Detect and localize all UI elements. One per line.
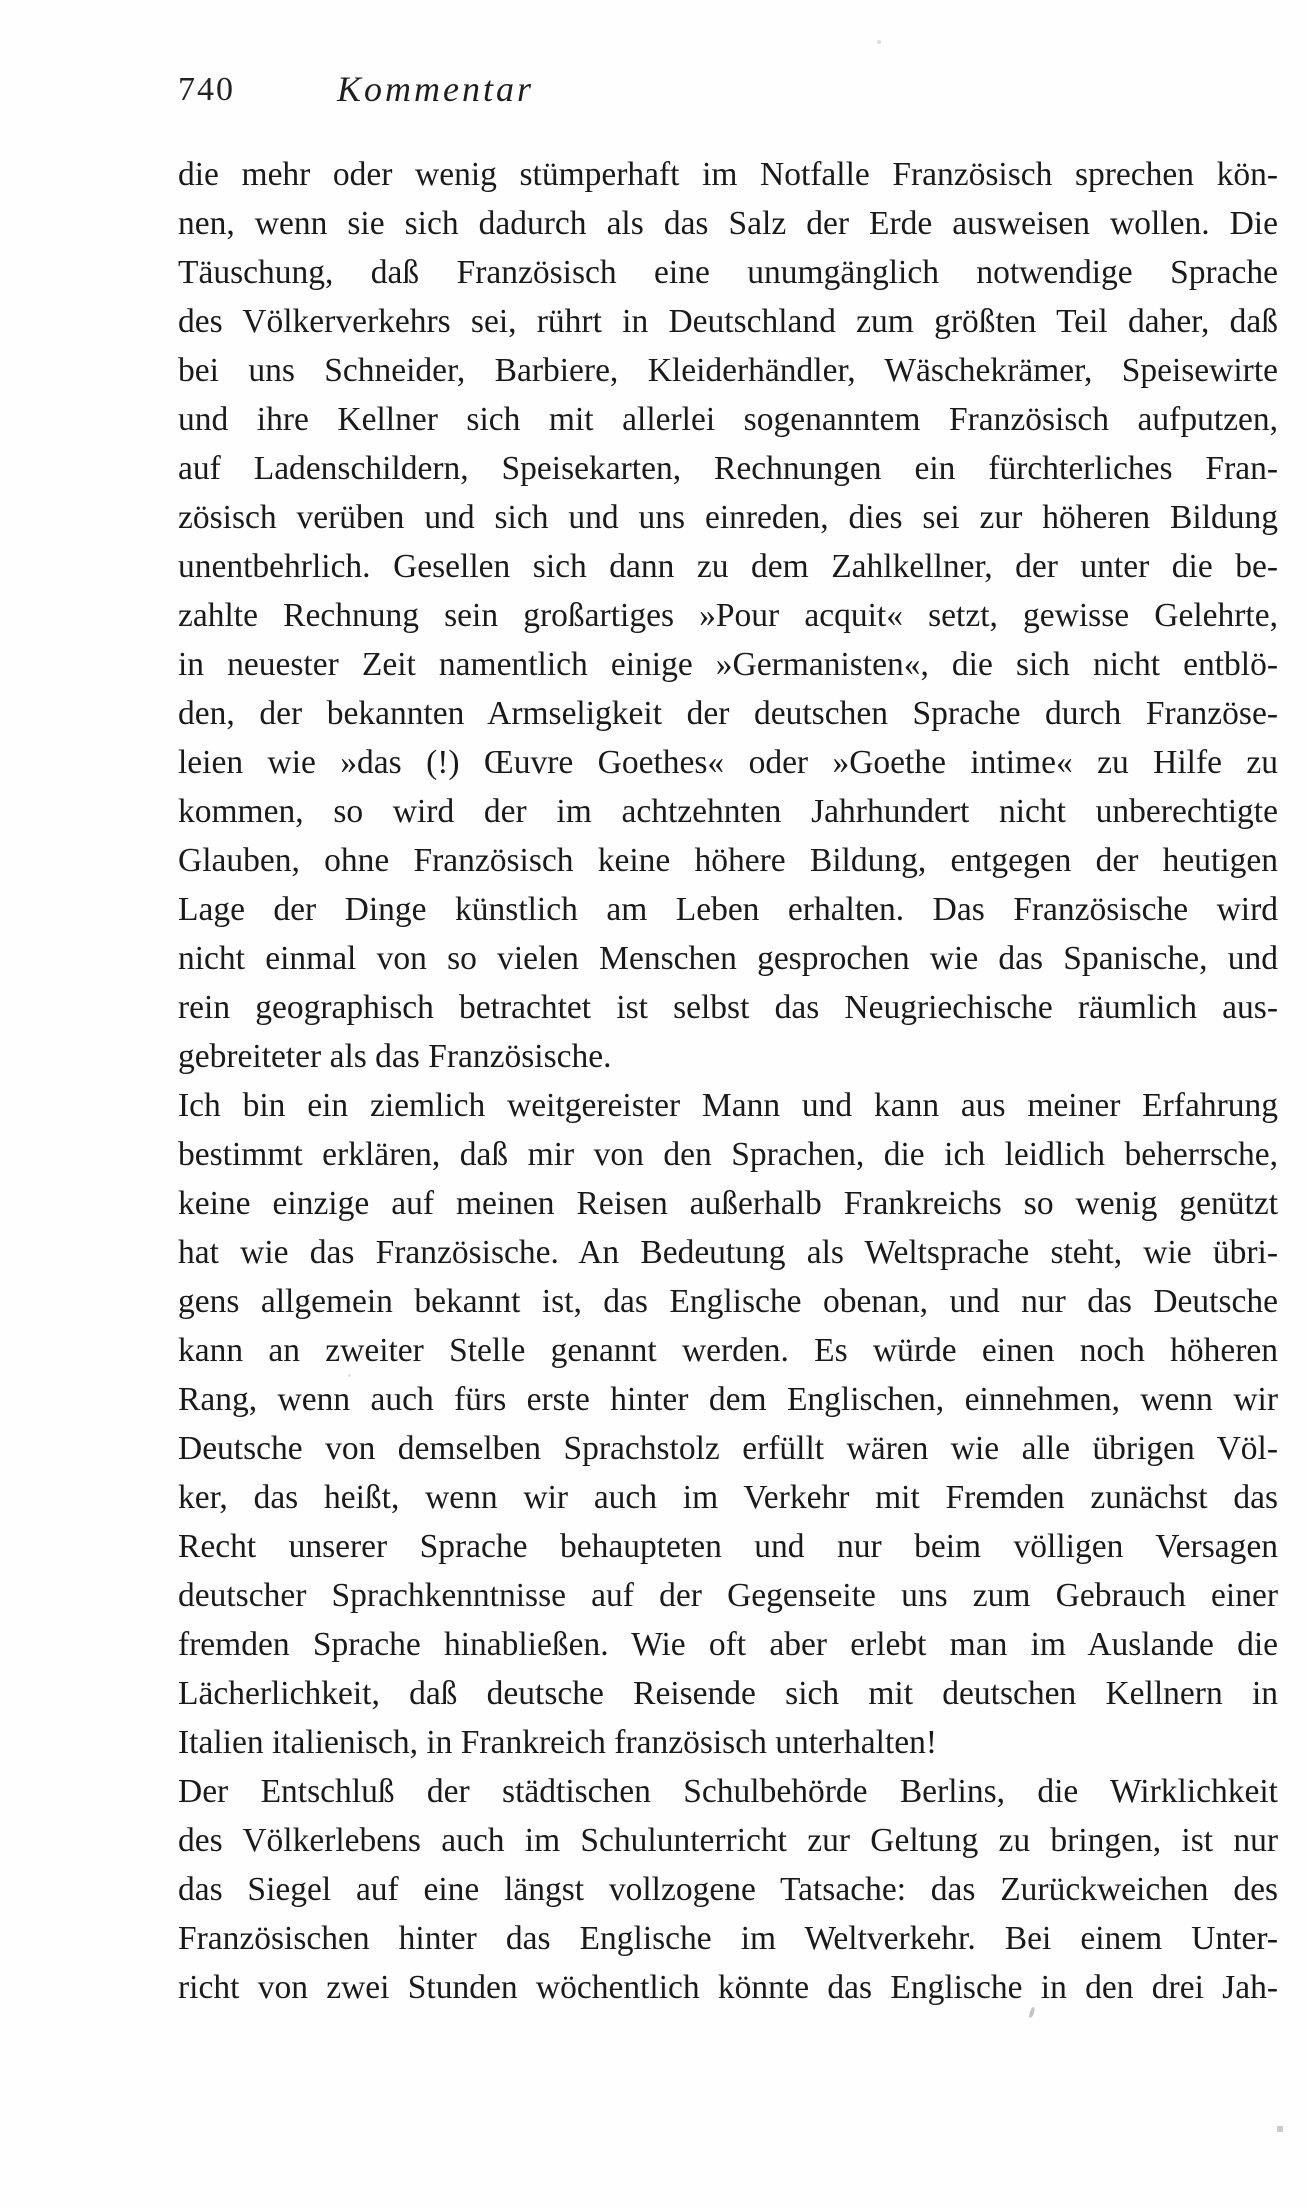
text-line: fremden Sprache hinabließen. Wie oft aber erlebt man im Auslande die bbox=[178, 1626, 1278, 1663]
text-line: auf Ladenschildern, Speisekarten, Rechnungen ein fürchterliches Fran- bbox=[178, 450, 1278, 487]
text-line: das Siegel auf eine längst vollzogene Tatsache: das Zurückweichen des bbox=[178, 1871, 1278, 1908]
scan-artifact-dot bbox=[877, 40, 881, 44]
text-line: Französischen hinter das Englische im Weltverkehr. Bei einem Unter- bbox=[178, 1920, 1278, 1957]
text-line: nen, wenn sie sich dadurch als das Salz der Erde ausweisen wollen. Die bbox=[178, 205, 1278, 242]
scan-artifact-speck bbox=[1277, 2126, 1283, 2132]
text-line: rein geographisch betrachtet ist selbst das Neugriechische räumlich aus- bbox=[178, 989, 1278, 1026]
text-line: Recht unserer Sprache behaupteten und nur beim völligen Versagen bbox=[178, 1528, 1278, 1565]
text-line: des Völkerlebens auch im Schulunterricht zur Geltung zu bringen, ist nur bbox=[178, 1822, 1278, 1859]
text-line: zahlte Rechnung sein großartiges »Pour acquit« setzt, gewisse Gelehrte, bbox=[178, 597, 1278, 634]
text-line: richt von zwei Stunden wöchentlich könnte das Englische in den drei Jah- bbox=[178, 1969, 1278, 2006]
text-line: Täuschung, daß Französisch eine unumgänglich notwendige Sprache bbox=[178, 254, 1278, 291]
page-text-block bbox=[178, 150, 1278, 2012]
text-line: gens allgemein bekannt ist, das Englische obenan, und nur das Deutsche bbox=[178, 1283, 1278, 1320]
text-line: leien wie »das (!) Œuvre Goethes« oder »Goethe intime« zu Hilfe zu bbox=[178, 744, 1278, 781]
text-line-paragraph-end: gebreiteter als das Französische. bbox=[178, 1038, 612, 1075]
text-line: Glauben, ohne Französisch keine höhere Bildung, entgegen der heutigen bbox=[178, 842, 1278, 879]
text-line-paragraph-end: Italien italienisch, in Frankreich französisch unterhalten! bbox=[178, 1724, 938, 1761]
text-line: keine einzige auf meinen Reisen außerhalb Frankreichs so wenig genützt bbox=[178, 1185, 1278, 1222]
text-line: in neuester Zeit namentlich einige »Germanisten«, die sich nicht entblö- bbox=[178, 646, 1278, 683]
text-line: Rang, wenn auch fürs erste hinter dem Englischen, einnehmen, wenn wir bbox=[178, 1381, 1278, 1418]
text-line: nicht einmal von so vielen Menschen gesprochen wie das Spanische, und bbox=[178, 940, 1278, 977]
text-line: den, der bekannten Armseligkeit der deutschen Sprache durch Französe- bbox=[178, 695, 1278, 732]
text-line: hat wie das Französische. An Bedeutung als Weltsprache steht, wie übri- bbox=[178, 1234, 1278, 1271]
text-line: kommen, so wird der im achtzehnten Jahrhundert nicht unberechtigte bbox=[178, 793, 1278, 830]
running-head: Kommentar bbox=[337, 69, 534, 109]
text-line: Ich bin ein ziemlich weitgereister Mann und kann aus meiner Erfahrung bbox=[178, 1087, 1278, 1124]
text-line: Deutsche von demselben Sprachstolz erfüllt wären wie alle übrigen Völ- bbox=[178, 1430, 1278, 1467]
text-line: bestimmt erklären, daß mir von den Sprachen, die ich leidlich beherrsche, bbox=[178, 1136, 1278, 1173]
text-line: Lächerlichkeit, daß deutsche Reisende sich mit deutschen Kellnern in bbox=[178, 1675, 1278, 1712]
text-line: kann an zweiter Stelle genannt werden. Es würde einen noch höheren bbox=[178, 1332, 1278, 1369]
text-line: deutscher Sprachkenntnisse auf der Gegenseite uns zum Gebrauch einer bbox=[178, 1577, 1278, 1614]
text-line: unentbehrlich. Gesellen sich dann zu dem Zahlkellner, der unter die be- bbox=[178, 548, 1278, 585]
text-line: ker, das heißt, wenn wir auch im Verkehr mit Fremden zunächst das bbox=[178, 1479, 1278, 1516]
text-line: Der Entschluß der städtischen Schulbehörde Berlins, die Wirklichkeit bbox=[178, 1773, 1278, 1810]
text-line: bei uns Schneider, Barbiere, Kleiderhändler, Wäschekrämer, Speisewirte bbox=[178, 352, 1278, 389]
text-line: des Völkerverkehrs sei, rührt in Deutschland zum größten Teil daher, daß bbox=[178, 303, 1278, 340]
page-number: 740 bbox=[178, 71, 235, 108]
text-line: und ihre Kellner sich mit allerlei sogenanntem Französisch aufputzen, bbox=[178, 401, 1278, 438]
text-line: zösisch verüben und sich und uns einreden, dies sei zur höheren Bildung bbox=[178, 499, 1278, 536]
text-line: die mehr oder wenig stümperhaft im Notfalle Französisch sprechen kön- bbox=[178, 156, 1278, 193]
text-line: Lage der Dinge künstlich am Leben erhalten. Das Französische wird bbox=[178, 891, 1278, 928]
